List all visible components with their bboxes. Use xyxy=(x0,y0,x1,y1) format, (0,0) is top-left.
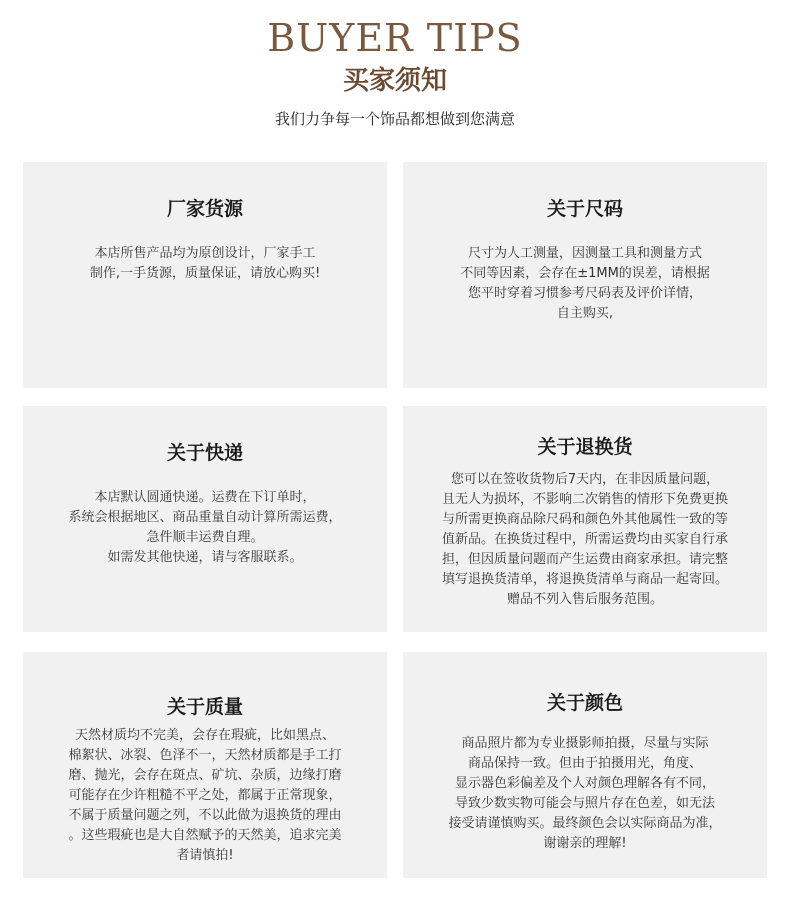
card-line: 本店所售产品均为原创设计，厂家手工 xyxy=(94,246,316,261)
card-title: 关于快递 xyxy=(166,442,243,464)
card-line: 。这些瑕疵也是大自然赋予的天然美，追求完美 xyxy=(68,828,342,843)
card-line: 您平时穿着习惯参考尺码表及评价详情， xyxy=(467,286,702,301)
card-line: 者请慎拍! xyxy=(176,848,234,863)
card-line: 担，但因质量问题而产生运费由商家承担。请完整 xyxy=(441,552,728,567)
card-line: 显示器色彩偏差及个人对颜色理解各有不同， xyxy=(454,776,715,791)
card-title: 关于颜色 xyxy=(546,692,623,714)
card-factory-source xyxy=(23,162,387,388)
card-line: 导致少数实物可能会与照片存在色差，如无法 xyxy=(454,796,715,811)
card-shipping xyxy=(23,406,387,632)
card-body xyxy=(41,488,369,568)
card-body xyxy=(421,470,749,610)
card-color xyxy=(403,652,767,878)
card-line: 商品保持一致。但由于拍摄用光，角度、 xyxy=(467,756,702,771)
card-line: 棉絮状、冰裂、色泽不一，天然材质都是手工打 xyxy=(68,748,342,763)
card-line: 谢谢亲的理解! xyxy=(543,836,627,851)
card-line: 且无人为损坏，不影响二次销售的情形下免费更换 xyxy=(441,492,728,507)
card-line: 填写退换货清单，将退换货清单与商品一起寄回。 xyxy=(441,572,728,587)
card-line: 接受请谨慎购买。最终颜色会以实际商品为准， xyxy=(448,816,722,831)
title-english: BUYER TIPS xyxy=(267,16,523,60)
card-line: 如需发其他快递，请与客服联系。 xyxy=(107,550,303,565)
card-line: 急件顺丰运费自理。 xyxy=(146,530,264,545)
card-line: 赠品不列入售后服务范围。 xyxy=(506,592,663,607)
card-quality xyxy=(23,652,387,878)
card-line: 本店默认圆通快递。运费在下订单时， xyxy=(94,490,316,505)
card-line: 系统会根据地区、商品重量自动计算所需运费， xyxy=(68,510,342,525)
card-line: 与所需更换商品除尺码和颜色外其他属性一致的等 xyxy=(441,512,728,527)
card-line: 尺寸为人工测量，因测量工具和测量方式 xyxy=(467,246,702,261)
card-line: 制作,一手货源，质量保证，请放心购买! xyxy=(89,266,321,281)
title-chinese: 买家须知 xyxy=(342,66,447,96)
card-line: 磨、抛光，会存在斑点、矿坑、杂质，边缘打磨 xyxy=(68,768,342,783)
page-header xyxy=(0,0,790,150)
card-line: 自主购买, xyxy=(556,306,614,321)
card-sizing xyxy=(403,162,767,388)
card-body xyxy=(421,734,749,854)
card-line: 不属于质量问题之列，不以此做为退换货的理由 xyxy=(68,808,342,823)
card-body xyxy=(41,726,369,866)
card-returns xyxy=(403,406,767,632)
card-body xyxy=(41,244,369,284)
subtitle: 我们力争每一个饰品都想做到您满意 xyxy=(274,110,515,128)
card-line: 天然材质均不完美，会存在瑕疵，比如黑点、 xyxy=(74,728,335,743)
card-body xyxy=(421,244,749,324)
card-title: 关于尺码 xyxy=(546,198,623,220)
card-title: 关于质量 xyxy=(166,696,243,718)
card-title: 关于退换货 xyxy=(537,436,633,458)
card-line: 不同等因素，会存在±1MM的误差，请根据 xyxy=(460,266,710,281)
card-line: 可能存在少许粗糙不平之处，都属于正常现象， xyxy=(68,788,342,803)
card-line: 商品照片都为专业摄影师拍摄，尽量与实际 xyxy=(461,736,709,751)
card-line: 值新品。在换货过程中，所需运费均由买家自行承 xyxy=(441,532,728,547)
card-line: 您可以在签收货物后7天内，在非因质量问题， xyxy=(450,472,720,487)
card-title: 厂家货源 xyxy=(166,198,243,220)
